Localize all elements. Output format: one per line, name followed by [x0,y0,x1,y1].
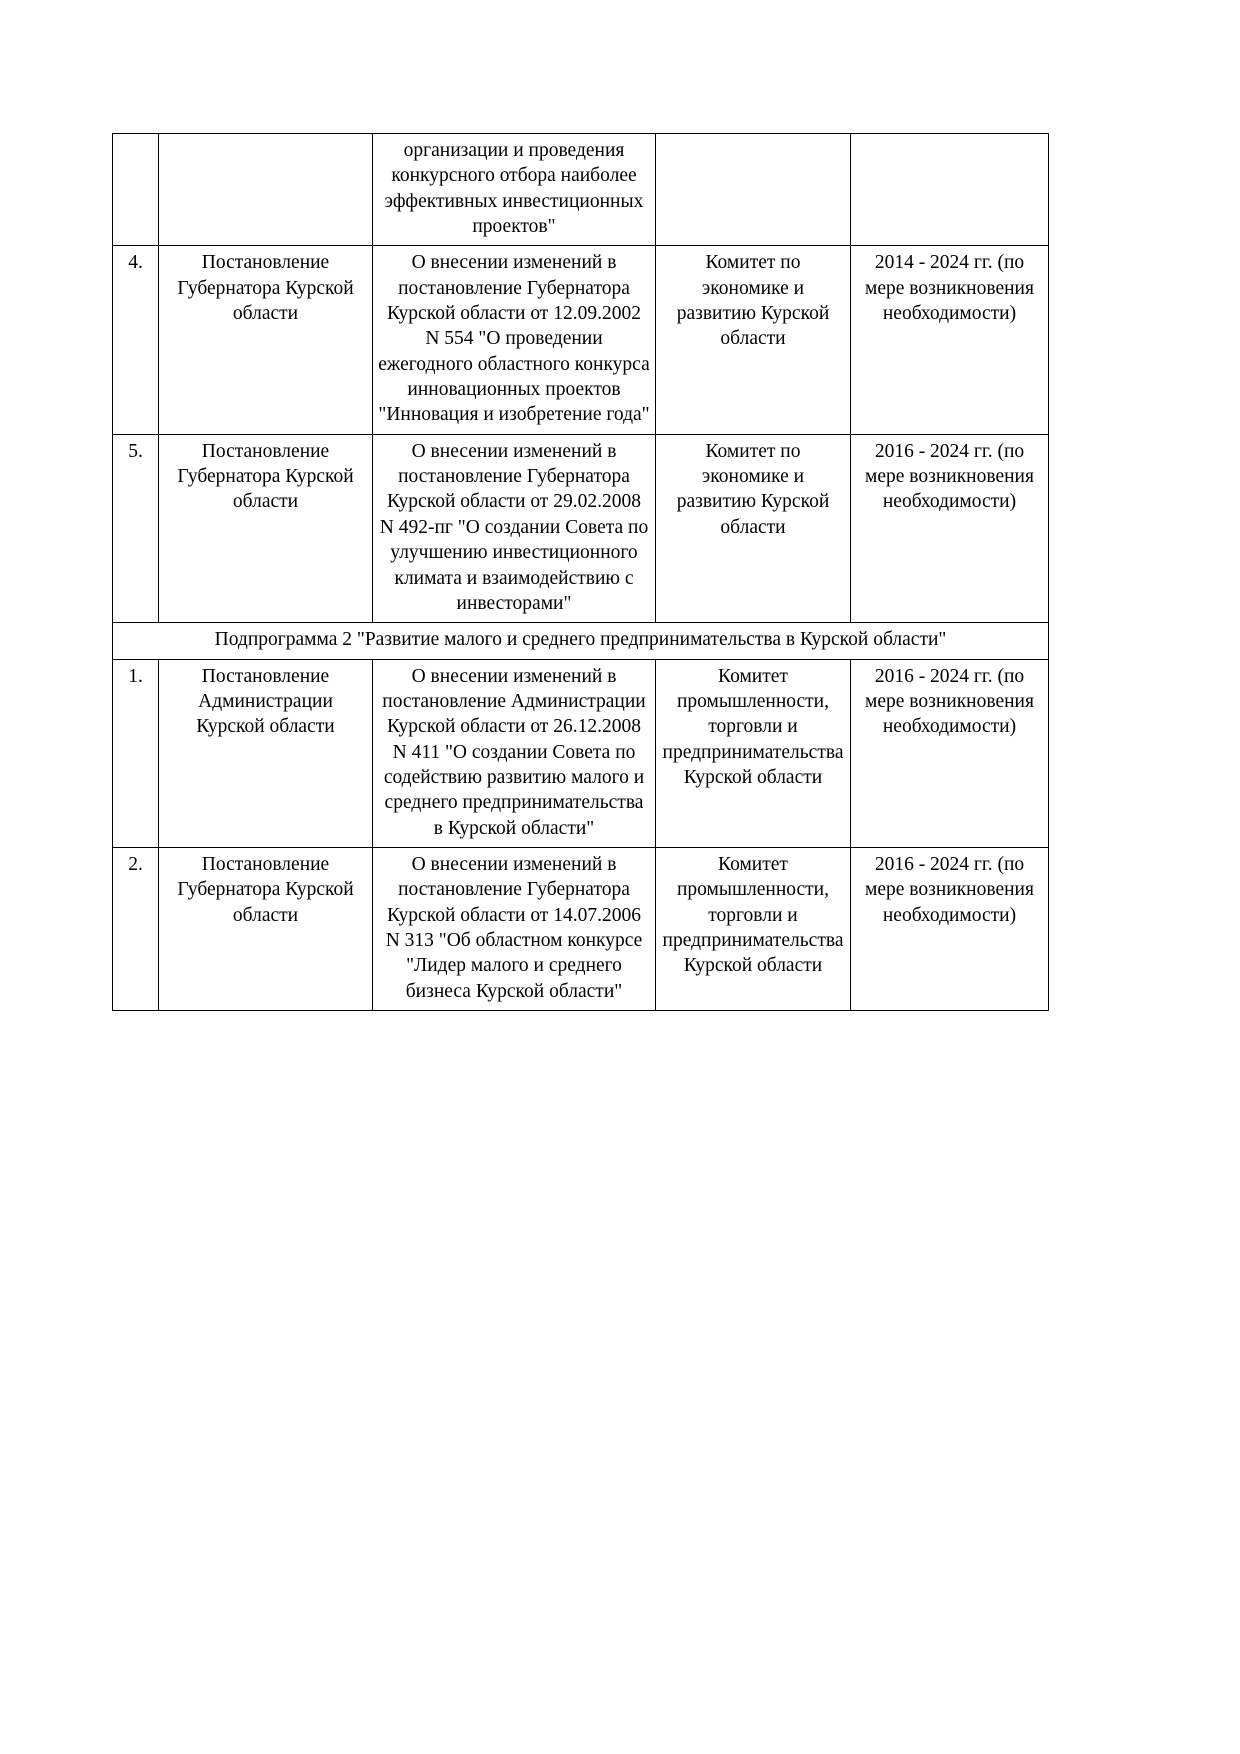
cell-executor: Комитет по экономике и развитию Курской области [656,246,851,434]
table-body [113,134,1049,1011]
cell-executor: Комитет промышленности, торговли и предпринимательства Курской области [656,847,851,1010]
cell-act-type: Постановление Губернатора Курской области [159,434,373,622]
cell-act-provisions: организации и проведения конкурсного отбора наиболее эффективных инвестиционных проектов" [373,134,656,246]
table-container [112,133,1048,1011]
cell-term: 2014 - 2024 гг. (по мере возникновения необходимости) [851,246,1049,434]
cell-act-provisions: О внесении изменений в постановление Администрации Курской области от 26.12.2008 N 411 "О создании Совета по содействию развитию малого и среднего предпринимательства в Курской области" [373,659,656,847]
subprogram-title: Подпрограмма 2 "Развитие малого и среднего предпринимательства в Курской области" [113,623,1049,659]
table-row [113,847,1049,1010]
cell-act-type: Постановление Губернатора Курской области [159,847,373,1010]
cell-act-type [159,134,373,246]
cell-term [851,134,1049,246]
cell-number: 2. [113,847,159,1010]
cell-number: 5. [113,434,159,622]
cell-number [113,134,159,246]
table-row [113,246,1049,434]
cell-executor [656,134,851,246]
cell-act-type: Постановление Администрации Курской области [159,659,373,847]
subprogram-header-row [113,623,1049,659]
cell-term: 2016 - 2024 гг. (по мере возникновения необходимости) [851,434,1049,622]
cell-number: 1. [113,659,159,847]
table-row [113,659,1049,847]
cell-number: 4. [113,246,159,434]
cell-act-type: Постановление Губернатора Курской области [159,246,373,434]
cell-act-provisions: О внесении изменений в постановление Губернатора Курской области от 29.02.2008 N 492-пг "О создании Совета по улучшению инвестиционного климата и взаимодействию с инвесторами" [373,434,656,622]
regulatory-acts-table [112,133,1049,1011]
cell-term: 2016 - 2024 гг. (по мере возникновения необходимости) [851,847,1049,1010]
cell-executor: Комитет промышленности, торговли и предпринимательства Курской области [656,659,851,847]
cell-term: 2016 - 2024 гг. (по мере возникновения необходимости) [851,659,1049,847]
cell-act-provisions: О внесении изменений в постановление Губернатора Курской области от 12.09.2002 N 554 "О проведении ежегодного областного конкурса инновационных проектов "Инновация и изобретение года" [373,246,656,434]
cell-act-provisions: О внесении изменений в постановление Губернатора Курской области от 14.07.2006 N 313 "Об областном конкурсе "Лидер малого и среднего бизнеса Курской области" [373,847,656,1010]
cell-executor: Комитет по экономике и развитию Курской области [656,434,851,622]
table-row [113,134,1049,246]
table-row [113,434,1049,622]
